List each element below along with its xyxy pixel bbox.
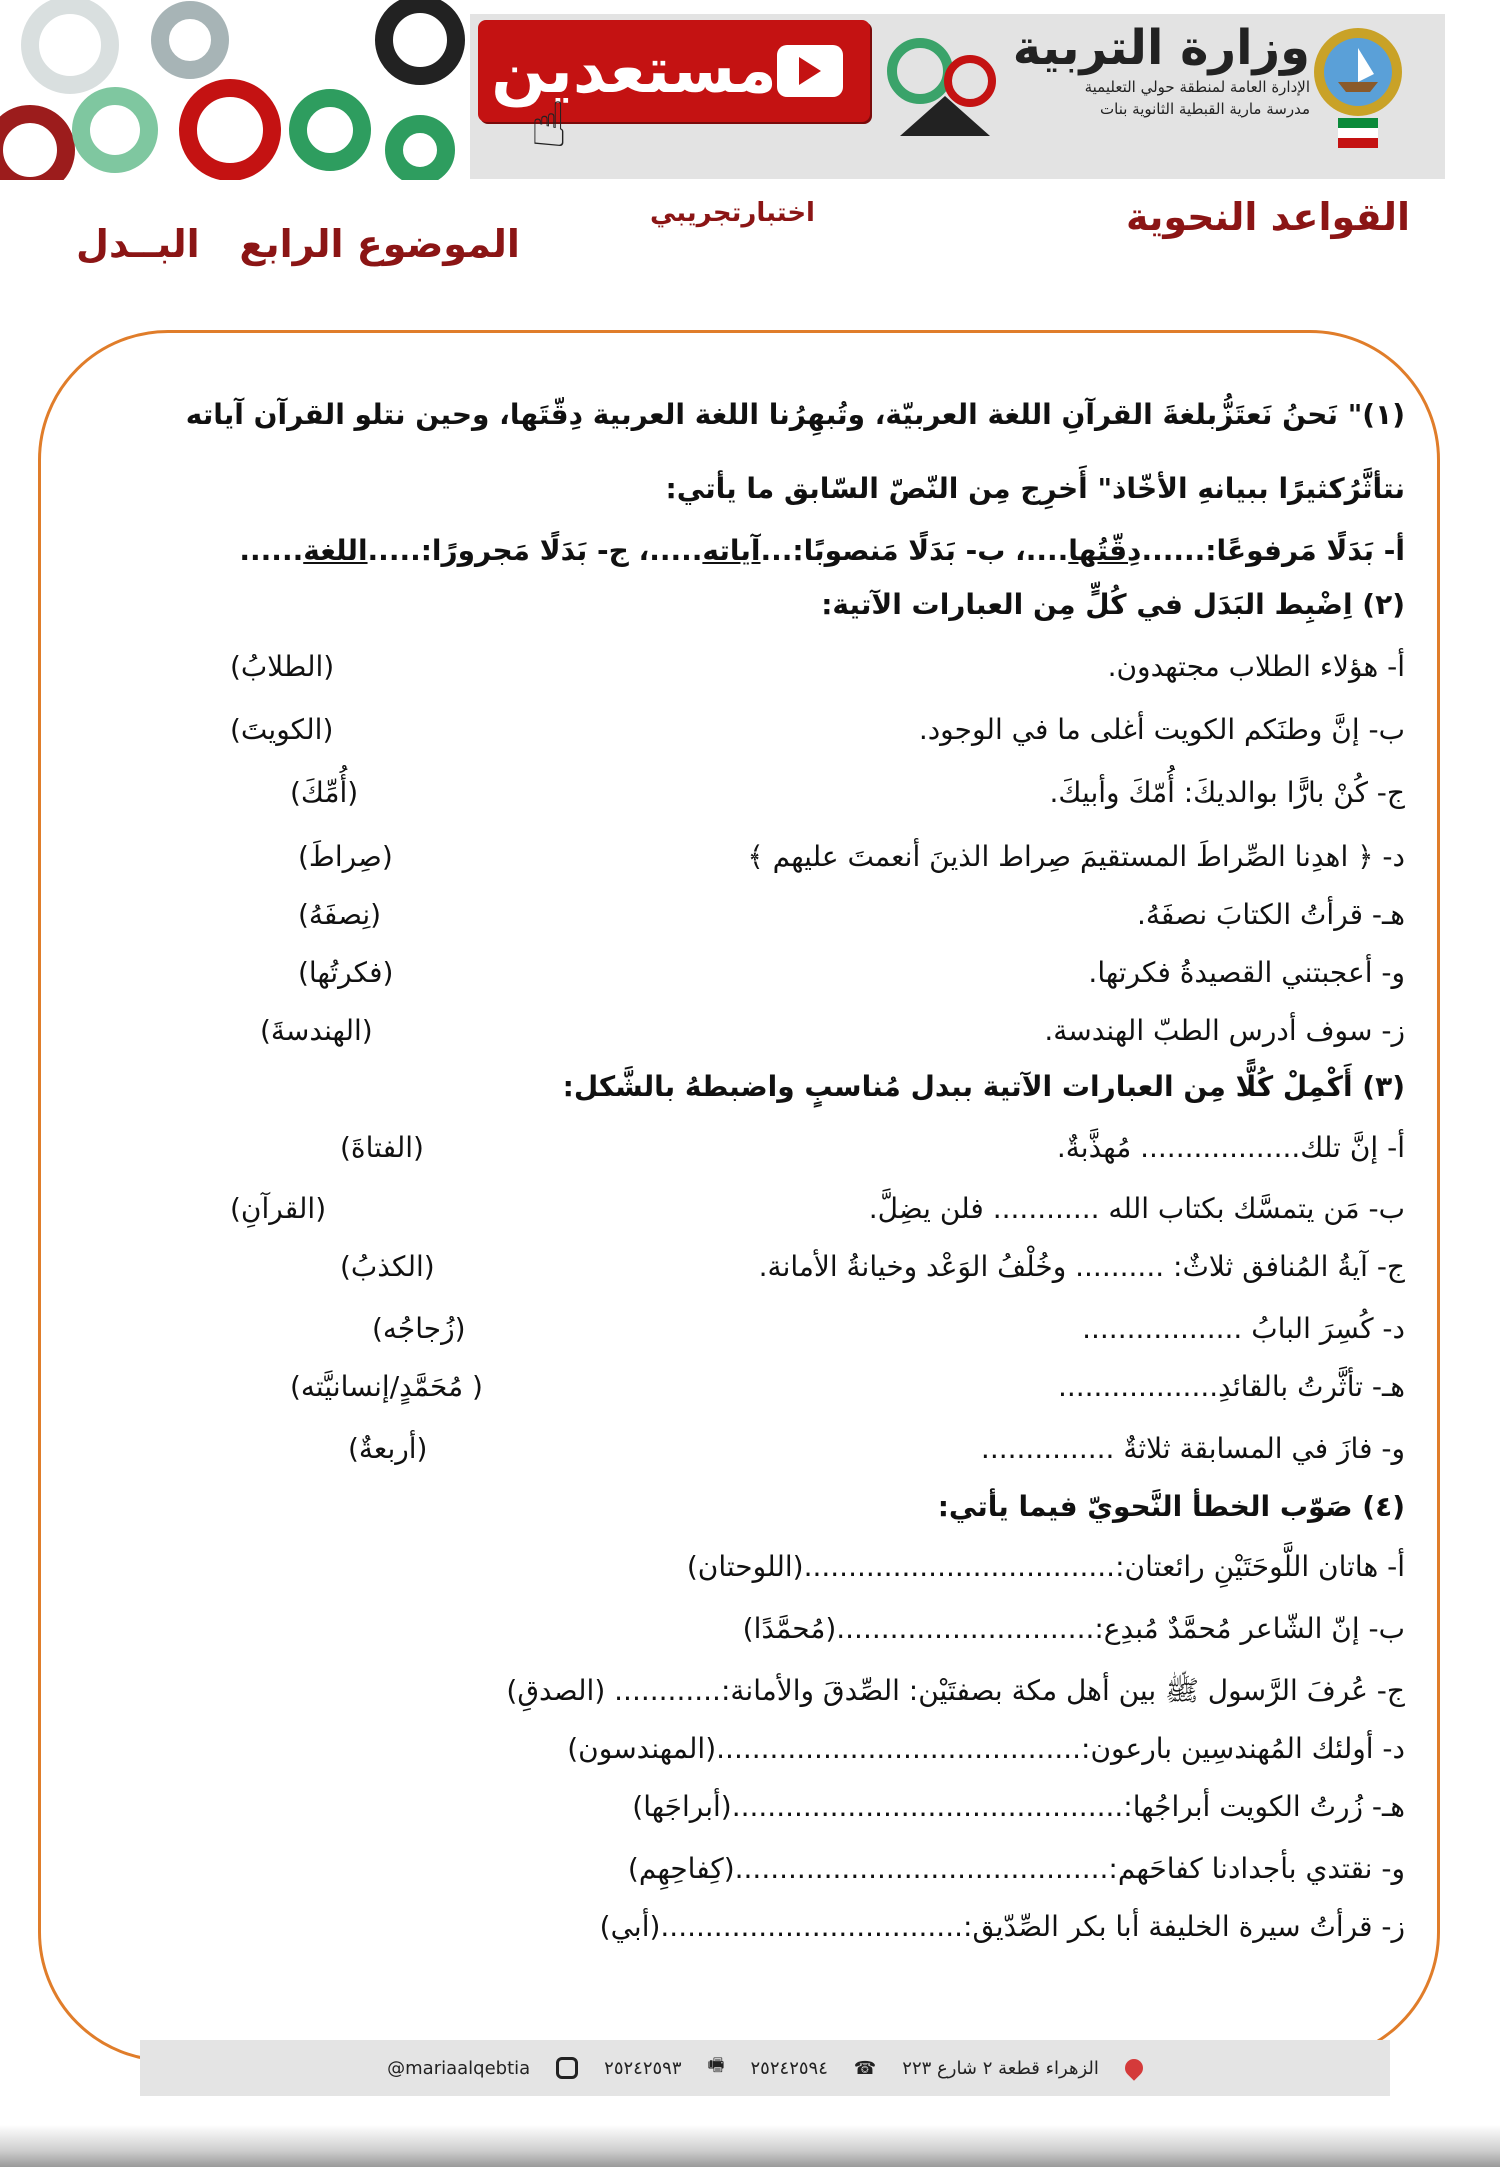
- q1-a-answer: دِقّتُها: [1068, 534, 1142, 567]
- q1-intro-line-1: (١)" نَحنُ نَعتَزُّبلغةَ القرآنِ اللغة العربيّة، وتُبهِرُنا اللغة العربية دِقّتَها، وحين نتلو القرآن آياته: [185, 398, 1405, 431]
- instagram-icon: [556, 2057, 578, 2079]
- q2-answer-b: (الكويتَ): [230, 713, 334, 746]
- q3-item-a: أ- إنَّ تلك.................. مُهذَّبةٌ.: [1056, 1131, 1405, 1164]
- q4-item-g: ز- قرأتُ سيرة الخليفة أبا بكر الصِّدّيق:..................................(أبي): [599, 1910, 1405, 1943]
- ministry-title: وزارة التربية: [1012, 20, 1310, 76]
- q2-answer-c: (أُمِّكَ): [290, 776, 359, 809]
- phone-icon: ☎: [853, 2057, 877, 2079]
- q2-answer-f: (فكرتُها): [298, 956, 394, 989]
- q3-heading: (٣) أَكْمِلْ كُلًّا مِن العبارات الآتية ببدل مُناسبٍ واضبطهُ بالشَّكل:: [562, 1070, 1405, 1103]
- q1-c-prefix: .....، ج- بَدَلًا مَجرورًا:.....: [367, 534, 703, 567]
- ministry-subtitle-2: مدرسة مارية القبطية الثانوية بنات: [1100, 100, 1310, 118]
- q4-item-f: و- نقتدي بأجدادنا كفاحَهم:..........................................(كِفاحِهِم): [627, 1852, 1405, 1885]
- fax-icon: 🖷: [707, 2055, 725, 2076]
- kuwait-emblem-icon: [1308, 24, 1408, 152]
- play-icon: [777, 45, 843, 97]
- phone-number: ٢٥٢٤٢٥٩٤: [750, 2057, 828, 2079]
- q2-item-a: أ- هؤلاء الطلاب مجتهدون.: [1107, 650, 1405, 683]
- q2-item-c: ج- كُنْ بارًّا بوالديكَ: أُمّكَ وأبيكَ.: [1049, 776, 1405, 809]
- q2-item-e: هـ- قرأتُ الكتابَ نصفَهُ.: [1136, 898, 1405, 931]
- q3-answer-c: (الكذبُ): [340, 1250, 435, 1283]
- pointer-hand-icon: ☝: [530, 88, 568, 161]
- q2-answer-g: (الهندسةَ): [260, 1014, 373, 1047]
- q1-a-prefix: أ- بَدَلًا مَرفوعًا:......: [1141, 534, 1405, 567]
- q3-answer-d: (زُجاجُه): [372, 1312, 466, 1345]
- q1-c-answer: اللغة: [303, 534, 368, 567]
- q3-item-d: د- كُسِرَ البابُ ..................: [1082, 1312, 1405, 1345]
- q4-heading: (٤) صَوّب الخطأ النَّحويّ فيما يأتي:: [937, 1490, 1405, 1523]
- subject-title: القواعد النحوية: [1126, 195, 1410, 239]
- q1-intro-line-2: نتأثَّرُكثيرًا ببيانهِ الأخّاذ" أَخرِج مِن النّصّ السّابق ما يأتي:: [665, 472, 1405, 505]
- footer-bar: [140, 2040, 1390, 2096]
- q2-item-f: و- أعجبتني القصيدةُ فكرتها.: [1088, 956, 1405, 989]
- q2-answer-d: (صِراطَ): [298, 840, 393, 873]
- q4-item-e: هـ- زُرتُ الكويت أبراجُها:............................................(أبراجَها): [632, 1790, 1405, 1823]
- q2-item-b: ب- إنَّ وطنَكم الكويت أغلى ما في الوجود.: [918, 713, 1405, 746]
- q1-b-prefix: ....، ب- بَدَلًا مَنصوبًا:...: [760, 534, 1069, 567]
- q1-c-suffix: ......: [239, 534, 304, 567]
- q2-answer-e: (نِصفَهُ): [298, 898, 382, 931]
- q2-heading: (٢) اِضْبِط البَدَل في كُلٍّ مِن العبارات الآتية:: [821, 588, 1405, 621]
- q3-answer-b: (القرآنِ): [230, 1192, 327, 1225]
- q2-item-d: د- ﴿ اهدِنا الصِّراطَ المستقيمَ صِراط الذينَ أنعمتَ عليهم ﴾: [747, 840, 1405, 873]
- q1-b-answer: آياته: [702, 534, 761, 567]
- q3-answer-a: (الفتاةَ): [340, 1131, 424, 1164]
- q4-item-c: ج- عُرفَ الرَّسول ﷺ بين أهل مكة بصفتَيْن: الصِّدقَ والأمانة:............ (الصدقِ): [506, 1674, 1405, 1707]
- q3-item-f: و- فازَ في المسابقة ثلاثةٌ ...............: [980, 1432, 1405, 1465]
- q4-item-b: ب- إنّ الشّاعر مُحمَّدٌ مُبدِع:.............................(مُحمَّدًا): [742, 1612, 1405, 1645]
- exam-type-label: اختبارتجريبي: [650, 198, 815, 228]
- fax-number: ٢٥٢٤٢٥٩٣: [604, 2057, 682, 2079]
- q3-answer-f: (أربعةٌ): [348, 1432, 428, 1465]
- q4-item-a: أ- هاتان اللَّوحَتَيْنِ رائعتان:...................................(اللوحتان): [686, 1550, 1405, 1583]
- instagram-handle[interactable]: @mariaalqebtia: [387, 2057, 531, 2079]
- page-shadow: [0, 2125, 1500, 2167]
- topic-title: الموضوع الرابع البــدل: [76, 222, 520, 266]
- q3-item-c: ج- آيةُ المُنافق ثلاثٌ: .......... وخُلْفُ الوَعْد وخيانةُ الأمانة.: [758, 1250, 1405, 1283]
- ministry-block: [1010, 20, 1310, 120]
- location-pin-icon: [1121, 2055, 1146, 2080]
- q4-item-d: د- أولئك المُهندسِين بارعون:.........................................(المهندسون): [567, 1732, 1405, 1765]
- q3-item-e: هـ- تأثَّرتُ بالقائدِ..................: [1057, 1370, 1405, 1403]
- q2-item-g: ز- سوف أدرس الطبّ الهندسة.: [1044, 1014, 1405, 1047]
- gears-decoration-icon: [0, 0, 470, 180]
- address-text: الزهراء قطعة ٢ شارع ٢٢٣: [902, 2057, 1099, 2079]
- q2-answer-a: (الطلابُ): [230, 650, 335, 683]
- ministry-subtitle-1: الإدارة العامة لمنطقة حولي التعليمية: [1084, 78, 1310, 96]
- school-logo-icon: [880, 26, 1010, 158]
- q1-answers-line: [239, 531, 1405, 571]
- cta-label: مستعدين: [491, 34, 777, 108]
- q3-item-b: ب- مَن يتمسَّك بكتاب الله ............ فلن يضِلَّ.: [868, 1192, 1405, 1225]
- q3-answer-e: ( مُحَمَّدٍ/إنسانيَّته): [290, 1370, 483, 1403]
